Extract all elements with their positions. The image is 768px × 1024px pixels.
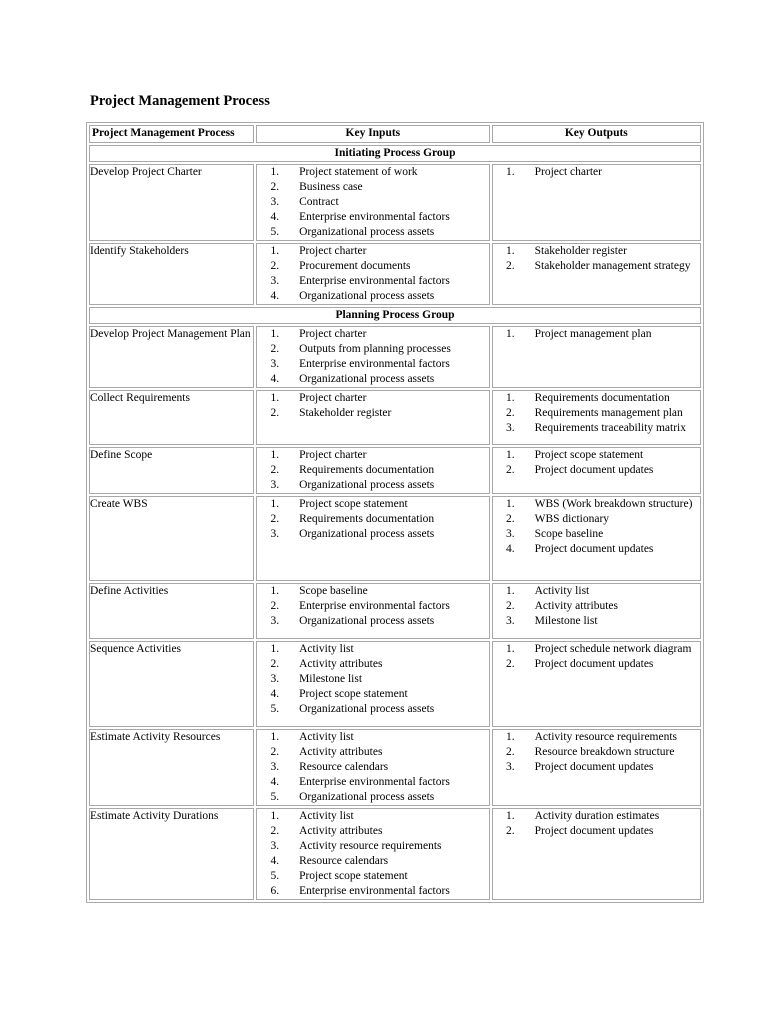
- list-item: [257, 274, 489, 289]
- list-item-text: Project document updates: [534, 658, 654, 670]
- list-item-text: Stakeholder register: [299, 407, 392, 419]
- key-outputs-cell: [492, 729, 701, 806]
- list-item: [257, 839, 489, 854]
- list-item-text: Project management plan: [534, 328, 652, 340]
- list-item-number: 2.: [270, 658, 280, 670]
- list-item-text: Project schedule network diagram: [534, 643, 692, 655]
- list-item-number: 3.: [270, 840, 280, 852]
- table-row: [89, 447, 701, 494]
- list-item-text: Activity list: [299, 810, 354, 822]
- outputs-list: [493, 327, 700, 342]
- list-item-text: Project charter: [299, 392, 367, 404]
- list-item-text: Project scope statement: [299, 870, 408, 882]
- outputs-list: [493, 391, 700, 436]
- list-item: [257, 809, 489, 824]
- process-name: Estimate Activity Resources: [89, 729, 254, 806]
- process-name: Create WBS: [89, 496, 254, 581]
- list-item-text: Organizational process assets: [299, 373, 435, 385]
- list-item: [493, 463, 700, 478]
- list-item: [257, 289, 489, 304]
- list-item-text: Procurement documents: [299, 260, 411, 272]
- table-body: [89, 145, 701, 900]
- list-item-number: 1.: [270, 449, 280, 461]
- list-item-number: 1.: [270, 392, 280, 404]
- list-item-number: 1.: [505, 245, 515, 257]
- list-item-number: 1.: [270, 166, 280, 178]
- list-item: [257, 342, 489, 357]
- list-item-number: 2.: [505, 513, 515, 525]
- list-item: [257, 259, 489, 274]
- list-item-number: 2.: [270, 181, 280, 193]
- list-item-number: 1.: [505, 328, 515, 340]
- inputs-list: [257, 809, 489, 899]
- list-item: [257, 687, 489, 702]
- list-item-number: 3.: [270, 196, 280, 208]
- list-item: [257, 244, 489, 259]
- list-item-number: 3.: [270, 761, 280, 773]
- list-item-number: 4.: [270, 688, 280, 700]
- list-item-text: Project document updates: [534, 464, 654, 476]
- list-item-text: Organizational process assets: [299, 615, 435, 627]
- list-item-text: Scope baseline: [299, 585, 368, 597]
- list-item: [257, 463, 489, 478]
- list-item-text: Activity attributes: [299, 746, 383, 758]
- list-item: [257, 391, 489, 406]
- outputs-list: [493, 642, 700, 672]
- list-item: [493, 657, 700, 672]
- list-item-text: Activity duration estimates: [534, 810, 660, 822]
- list-item-number: 2.: [270, 746, 280, 758]
- list-item: [257, 775, 489, 790]
- list-item-text: Activity resource requirements: [534, 731, 678, 743]
- list-item-number: 1.: [270, 328, 280, 340]
- list-item: [257, 599, 489, 614]
- list-item-text: Milestone list: [299, 673, 363, 685]
- list-item: [257, 884, 489, 899]
- list-item-text: Requirements management plan: [534, 407, 683, 419]
- process-group-row: [89, 145, 701, 162]
- list-item: [257, 448, 489, 463]
- key-inputs-cell: [256, 729, 490, 806]
- inputs-list: [257, 327, 489, 387]
- header-key-inputs: Key Inputs: [256, 125, 490, 143]
- list-item-text: Project charter: [534, 166, 602, 178]
- list-item-text: Contract: [299, 196, 339, 208]
- list-item-number: 1.: [270, 810, 280, 822]
- list-item-number: 4.: [270, 290, 280, 302]
- list-item-text: Organizational process assets: [299, 703, 435, 715]
- table-row: [89, 808, 701, 900]
- list-item-text: Project scope statement: [299, 498, 408, 510]
- table-row: [89, 496, 701, 581]
- list-item-text: Milestone list: [534, 615, 598, 627]
- list-item-text: Activity attributes: [534, 600, 618, 612]
- key-inputs-cell: [256, 496, 490, 581]
- list-item-number: 2.: [505, 260, 515, 272]
- key-inputs-cell: [256, 641, 490, 727]
- list-item-text: Project charter: [299, 449, 367, 461]
- process-name: Develop Project Management Plan: [89, 326, 254, 388]
- inputs-list: [257, 497, 489, 542]
- list-item-number: 3.: [505, 615, 515, 627]
- list-item-text: Project scope statement: [534, 449, 644, 461]
- process-name: Define Activities: [89, 583, 254, 639]
- list-item-number: 1.: [270, 731, 280, 743]
- list-item: [257, 614, 489, 629]
- list-item-text: Project document updates: [534, 543, 654, 555]
- list-item-text: Organizational process assets: [299, 479, 435, 491]
- outputs-list: [493, 730, 700, 775]
- list-item: [493, 599, 700, 614]
- list-item: [493, 527, 700, 542]
- list-item-number: 2.: [505, 658, 515, 670]
- list-item-number: 3.: [505, 528, 515, 540]
- list-item: [257, 869, 489, 884]
- list-item-number: 3.: [270, 528, 280, 540]
- list-item: [257, 672, 489, 687]
- list-item-text: Organizational process assets: [299, 226, 435, 238]
- list-item-number: 5.: [270, 703, 280, 715]
- list-item-number: 2.: [270, 825, 280, 837]
- list-item: [257, 225, 489, 240]
- key-inputs-cell: [256, 243, 490, 305]
- list-item-number: 1.: [505, 585, 515, 597]
- list-item-text: Stakeholder management strategy: [534, 260, 691, 272]
- inputs-list: [257, 730, 489, 805]
- list-item-text: Requirements documentation: [534, 392, 670, 404]
- list-item-text: Enterprise environmental factors: [299, 776, 450, 788]
- key-outputs-cell: [492, 243, 701, 305]
- list-item-text: Activity attributes: [299, 658, 383, 670]
- list-item-text: Enterprise environmental factors: [299, 600, 450, 612]
- list-item-number: 5.: [270, 791, 280, 803]
- list-item: [257, 478, 489, 493]
- list-item: [257, 357, 489, 372]
- process-group-title: Planning Process Group: [89, 307, 701, 324]
- list-item-number: 4.: [270, 855, 280, 867]
- list-item-text: WBS (Work breakdown structure): [534, 498, 693, 510]
- list-item: [257, 210, 489, 225]
- list-item-number: 4.: [505, 543, 515, 555]
- process-name: Collect Requirements: [89, 390, 254, 445]
- list-item-text: Organizational process assets: [299, 528, 435, 540]
- list-item-number: 2.: [505, 825, 515, 837]
- outputs-list: [493, 497, 700, 557]
- list-item-number: 1.: [270, 498, 280, 510]
- list-item: [493, 760, 700, 775]
- list-item-text: Project charter: [299, 245, 367, 257]
- outputs-list: [493, 244, 700, 274]
- outputs-list: [493, 809, 700, 839]
- list-item-text: Resource calendars: [299, 761, 389, 773]
- table-row: [89, 243, 701, 305]
- inputs-list: [257, 244, 489, 304]
- list-item: [257, 372, 489, 387]
- document-title: Project Management Process: [90, 93, 270, 109]
- key-inputs-cell: [256, 326, 490, 388]
- list-item-number: 3.: [270, 358, 280, 370]
- list-item: [257, 642, 489, 657]
- list-item-number: 1.: [270, 585, 280, 597]
- key-inputs-cell: [256, 583, 490, 639]
- list-item-text: Resource calendars: [299, 855, 389, 867]
- list-item-text: Requirements traceability matrix: [534, 422, 686, 434]
- key-outputs-cell: [492, 390, 701, 445]
- list-item: [257, 327, 489, 342]
- key-inputs-cell: [256, 447, 490, 494]
- list-item-number: 6.: [270, 885, 280, 897]
- list-item-number: 2.: [270, 343, 280, 355]
- list-item-text: Enterprise environmental factors: [299, 358, 450, 370]
- process-name: Develop Project Charter: [89, 164, 254, 241]
- list-item: [257, 730, 489, 745]
- list-item-text: Project scope statement: [299, 688, 408, 700]
- list-item-number: 3.: [505, 761, 515, 773]
- inputs-list: [257, 165, 489, 240]
- list-item: [493, 745, 700, 760]
- list-item: [493, 327, 700, 342]
- list-item: [493, 542, 700, 557]
- list-item-number: 4.: [270, 776, 280, 788]
- list-item-number: 2.: [505, 464, 515, 476]
- header-key-outputs: Key Outputs: [492, 125, 701, 143]
- table-row: [89, 729, 701, 806]
- list-item-text: Project charter: [299, 328, 367, 340]
- list-item: [493, 259, 700, 274]
- list-item-text: Activity resource requirements: [299, 840, 442, 852]
- list-item-text: Activity attributes: [299, 825, 383, 837]
- list-item-text: Enterprise environmental factors: [299, 885, 450, 897]
- list-item-number: 1.: [270, 245, 280, 257]
- list-item-text: Outputs from planning processes: [299, 343, 451, 355]
- header-process: Project Management Process: [89, 125, 254, 143]
- key-inputs-cell: [256, 808, 490, 900]
- list-item-number: 2.: [270, 513, 280, 525]
- list-item-number: 1.: [505, 810, 515, 822]
- list-item: [257, 527, 489, 542]
- list-item-number: 1.: [505, 731, 515, 743]
- list-item: [257, 195, 489, 210]
- list-item-text: Organizational process assets: [299, 791, 435, 803]
- inputs-list: [257, 642, 489, 717]
- list-item-number: 3.: [270, 615, 280, 627]
- list-item-text: WBS dictionary: [534, 513, 610, 525]
- list-item: [493, 824, 700, 839]
- process-name: Identify Stakeholders: [89, 243, 254, 305]
- inputs-list: [257, 391, 489, 421]
- list-item-number: 5.: [270, 870, 280, 882]
- process-name: Estimate Activity Durations: [89, 808, 254, 900]
- list-item: [257, 165, 489, 180]
- list-item: [257, 854, 489, 869]
- list-item-number: 4.: [270, 211, 280, 223]
- list-item-number: 1.: [505, 498, 515, 510]
- list-item-text: Requirements documentation: [299, 464, 435, 476]
- table-row: [89, 164, 701, 241]
- list-item: [493, 497, 700, 512]
- process-name: Define Scope: [89, 447, 254, 494]
- list-item: [493, 512, 700, 527]
- list-item-text: Activity list: [299, 643, 354, 655]
- list-item-text: Activity list: [299, 731, 354, 743]
- list-item-number: 3.: [270, 275, 280, 287]
- outputs-list: [493, 584, 700, 629]
- key-outputs-cell: [492, 326, 701, 388]
- list-item: [493, 730, 700, 745]
- table-header-row: [89, 125, 701, 143]
- list-item-number: 2.: [505, 746, 515, 758]
- key-outputs-cell: [492, 808, 701, 900]
- list-item: [257, 760, 489, 775]
- list-item-text: Scope baseline: [534, 528, 604, 540]
- inputs-list: [257, 584, 489, 629]
- process-name: Sequence Activities: [89, 641, 254, 727]
- list-item-text: Resource breakdown structure: [534, 746, 675, 758]
- table-row: [89, 390, 701, 445]
- key-outputs-cell: [492, 447, 701, 494]
- list-item: [493, 809, 700, 824]
- list-item-number: 1.: [505, 166, 515, 178]
- list-item: [257, 702, 489, 717]
- list-item-number: 2.: [270, 464, 280, 476]
- list-item-number: 1.: [270, 643, 280, 655]
- list-item: [257, 497, 489, 512]
- table-row: [89, 641, 701, 727]
- list-item-text: Enterprise environmental factors: [299, 211, 450, 223]
- list-item: [493, 391, 700, 406]
- list-item-number: 2.: [270, 260, 280, 272]
- list-item: [257, 512, 489, 527]
- key-outputs-cell: [492, 583, 701, 639]
- list-item: [257, 790, 489, 805]
- list-item-number: 5.: [270, 226, 280, 238]
- list-item: [493, 448, 700, 463]
- table-row: [89, 326, 701, 388]
- key-inputs-cell: [256, 390, 490, 445]
- list-item-number: 1.: [505, 392, 515, 404]
- list-item-number: 3.: [270, 673, 280, 685]
- inputs-list: [257, 448, 489, 493]
- key-outputs-cell: [492, 496, 701, 581]
- list-item-number: 1.: [505, 449, 515, 461]
- list-item-number: 1.: [505, 643, 515, 655]
- list-item: [493, 244, 700, 259]
- table-row: [89, 583, 701, 639]
- list-item: [257, 745, 489, 760]
- list-item-text: Project document updates: [534, 825, 654, 837]
- list-item: [493, 584, 700, 599]
- list-item: [257, 657, 489, 672]
- list-item-text: Organizational process assets: [299, 290, 435, 302]
- list-item-text: Project statement of work: [299, 166, 418, 178]
- list-item-text: Stakeholder register: [534, 245, 627, 257]
- list-item-text: Business case: [299, 181, 363, 193]
- list-item: [493, 165, 700, 180]
- list-item-text: Activity list: [534, 585, 590, 597]
- key-outputs-cell: [492, 641, 701, 727]
- key-outputs-cell: [492, 164, 701, 241]
- list-item-text: Enterprise environmental factors: [299, 275, 450, 287]
- process-group-row: [89, 307, 701, 324]
- list-item: [493, 642, 700, 657]
- list-item: [257, 584, 489, 599]
- list-item: [257, 406, 489, 421]
- list-item-number: 4.: [270, 373, 280, 385]
- list-item-text: Project document updates: [534, 761, 654, 773]
- list-item: [493, 406, 700, 421]
- list-item-number: 3.: [505, 422, 515, 434]
- list-item-number: 2.: [505, 600, 515, 612]
- list-item: [493, 614, 700, 629]
- key-inputs-cell: [256, 164, 490, 241]
- process-group-title: Initiating Process Group: [89, 145, 701, 162]
- list-item: [493, 421, 700, 436]
- list-item-number: 2.: [270, 600, 280, 612]
- list-item: [257, 824, 489, 839]
- process-table: [86, 122, 704, 903]
- list-item-number: 3.: [270, 479, 280, 491]
- outputs-list: [493, 448, 700, 478]
- list-item-number: 2.: [505, 407, 515, 419]
- list-item-number: 2.: [270, 407, 280, 419]
- list-item: [257, 180, 489, 195]
- outputs-list: [493, 165, 700, 180]
- list-item-text: Requirements documentation: [299, 513, 435, 525]
